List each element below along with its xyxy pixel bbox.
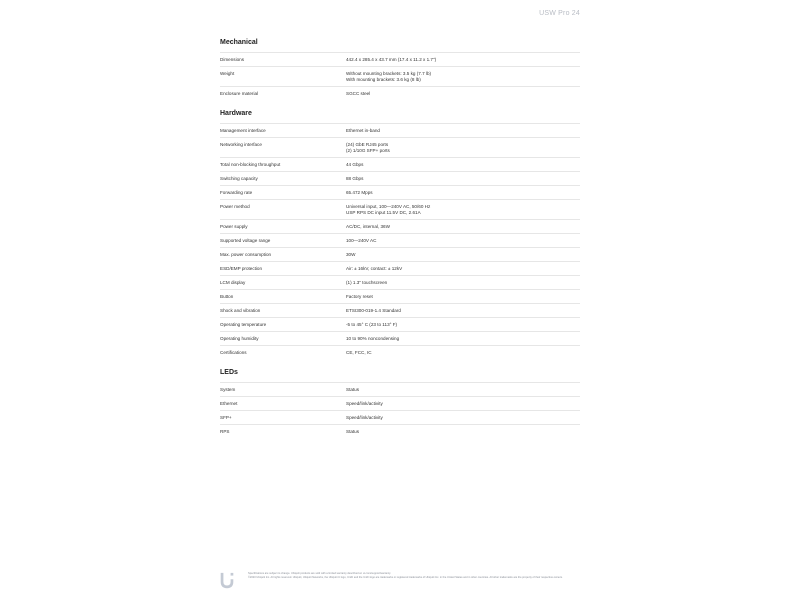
spec-row <box>220 410 580 424</box>
spec-label: LCM display <box>220 280 246 285</box>
spec-row <box>220 303 580 317</box>
spec-value-line: Status <box>346 429 360 434</box>
spec-value-line: 65.472 Mpps <box>346 190 373 195</box>
footer <box>218 570 580 592</box>
spec-row <box>220 317 580 331</box>
spec-row <box>220 424 580 438</box>
spec-label: Networking interface <box>220 142 262 147</box>
spec-value <box>346 57 580 63</box>
spec-value <box>346 429 580 435</box>
spec-value <box>346 266 580 272</box>
spec-value-line: (2) 1/10G SFP+ ports <box>346 148 390 153</box>
spec-row <box>220 219 580 233</box>
spec-label: Management interface <box>220 128 266 133</box>
spec-row <box>220 289 580 303</box>
legal-line-2: ©2020 Ubiquiti Inc. All rights reserved. Ubiquiti, Ubiquiti Networks, the Ubiquiti U logo, UniFi and the UniFi logo are trademarks or registered trademarks of Ubiquiti Inc. in the United States and in other countries. All other trademarks are the property of their respective owners. <box>248 575 563 579</box>
spec-row <box>220 52 580 66</box>
spec-value-line: 442.4 x 285.4 x 43.7 mm (17.4 x 11.2 x 1.7") <box>346 57 437 62</box>
spec-value <box>346 91 580 97</box>
spec-value-line: ETSI300-019-1.4 Standard <box>346 308 401 313</box>
spec-value-line: Status <box>346 387 360 392</box>
spec-value <box>346 401 580 407</box>
spec-value <box>346 162 580 168</box>
spec-label: Operating humidity <box>220 336 259 341</box>
spec-value <box>346 280 580 286</box>
section-spacer <box>220 100 580 109</box>
spec-label: SFP+ <box>220 415 232 420</box>
spec-value-line: Speed/link/activity <box>346 415 383 420</box>
spec-value-line: 30W <box>346 252 356 257</box>
document-title: USW Pro 24 <box>539 10 580 17</box>
spec-row <box>220 185 580 199</box>
spec-value-line: SGCC steel <box>346 91 371 96</box>
spec-value <box>346 142 580 154</box>
spec-table <box>220 52 580 100</box>
spec-value-line: CE, FCC, IC <box>346 350 372 355</box>
spec-value-line: USP RPS DC input 11.5V DC, 2.61A <box>346 210 421 215</box>
spec-row <box>220 199 580 219</box>
legal-text <box>248 572 578 579</box>
spec-label: Power supply <box>220 224 248 229</box>
spec-row <box>220 396 580 410</box>
spec-value <box>346 204 580 216</box>
section-title: Mechanical <box>220 39 258 46</box>
spec-row <box>220 261 580 275</box>
spec-row <box>220 247 580 261</box>
spec-value <box>346 336 580 342</box>
section-title: Hardware <box>220 110 252 117</box>
spec-value <box>346 308 580 314</box>
spec-table <box>220 123 580 359</box>
spec-label: Supported voltage range <box>220 238 271 243</box>
spec-value-line: Without mounting brackets: 3.5 kg (7.7 lb) <box>346 71 432 76</box>
spec-label: Dimensions <box>220 57 244 62</box>
spec-label: Weight <box>220 71 235 76</box>
spec-value <box>346 176 580 182</box>
spec-row <box>220 382 580 396</box>
spec-label: Button <box>220 294 234 299</box>
spec-label: ESD/EMP protection <box>220 266 263 271</box>
spec-value-line: (24) GbE RJ45 ports <box>346 142 389 147</box>
spec-label: Enclosure material <box>220 91 259 96</box>
section-spacer <box>220 359 580 368</box>
spec-value-line: 100—240V AC <box>346 238 377 243</box>
spec-row <box>220 86 580 100</box>
spec-sheet <box>220 38 580 438</box>
spec-label: Operating temperature <box>220 322 267 327</box>
spec-row <box>220 331 580 345</box>
spec-row <box>220 66 580 86</box>
spec-value-line: AC/DC, internal, 36W <box>346 224 390 229</box>
spec-value-line: Universal input, 100—240V AC, 50/60 Hz <box>346 204 431 209</box>
spec-table <box>220 382 580 438</box>
spec-row <box>220 137 580 157</box>
spec-value <box>346 238 580 244</box>
spec-value <box>346 294 580 300</box>
spec-value-line: With mounting brackets: 3.6 kg (8 lb) <box>346 77 421 82</box>
spec-value <box>346 224 580 230</box>
spec-value <box>346 322 580 328</box>
spec-value <box>346 71 580 83</box>
spec-row <box>220 157 580 171</box>
spec-value <box>346 252 580 258</box>
spec-value-line: 44 Gbps <box>346 162 364 167</box>
legal-line-1: Specifications are subject to change. Ubiquiti products are sold with a limited warranty described at: ui.com/support/warranty <box>248 572 391 575</box>
spec-row <box>220 123 580 137</box>
section-title: LEDs <box>220 369 238 376</box>
spec-value <box>346 190 580 196</box>
spec-value-line: -5 to 45° C (23 to 113° F) <box>346 322 398 327</box>
spec-value-line: 10 to 90% noncondensing <box>346 336 400 341</box>
spec-label: Certifications <box>220 350 247 355</box>
spec-value <box>346 128 580 134</box>
spec-row <box>220 345 580 359</box>
spec-value <box>346 415 580 421</box>
spec-value-line: 88 Gbps <box>346 176 364 181</box>
spec-value-line: (1) 1.3" touchscreen <box>346 280 388 285</box>
spec-value-line: Ethernet in-band <box>346 128 380 133</box>
spec-value <box>346 350 580 356</box>
spec-label: Max. power consumption <box>220 252 272 257</box>
spec-label: RPS <box>220 429 230 434</box>
spec-value-line: Speed/link/activity <box>346 401 383 406</box>
spec-label: Shock and vibration <box>220 308 261 313</box>
spec-row <box>220 171 580 185</box>
spec-value-line: Air: ± 16kV, contact: ± 12kV <box>346 266 403 271</box>
spec-row <box>220 275 580 289</box>
spec-row <box>220 233 580 247</box>
spec-value <box>346 387 580 393</box>
ubiquiti-u-logo-icon <box>218 572 236 590</box>
spec-label: Switching capacity <box>220 176 258 181</box>
spec-label: Forwarding rate <box>220 190 253 195</box>
spec-value-line: Factory reset <box>346 294 373 299</box>
spec-label: System <box>220 387 236 392</box>
spec-label: Total non-blocking throughput <box>220 162 281 167</box>
spec-label: Ethernet <box>220 401 238 406</box>
spec-label: Power method <box>220 204 250 209</box>
